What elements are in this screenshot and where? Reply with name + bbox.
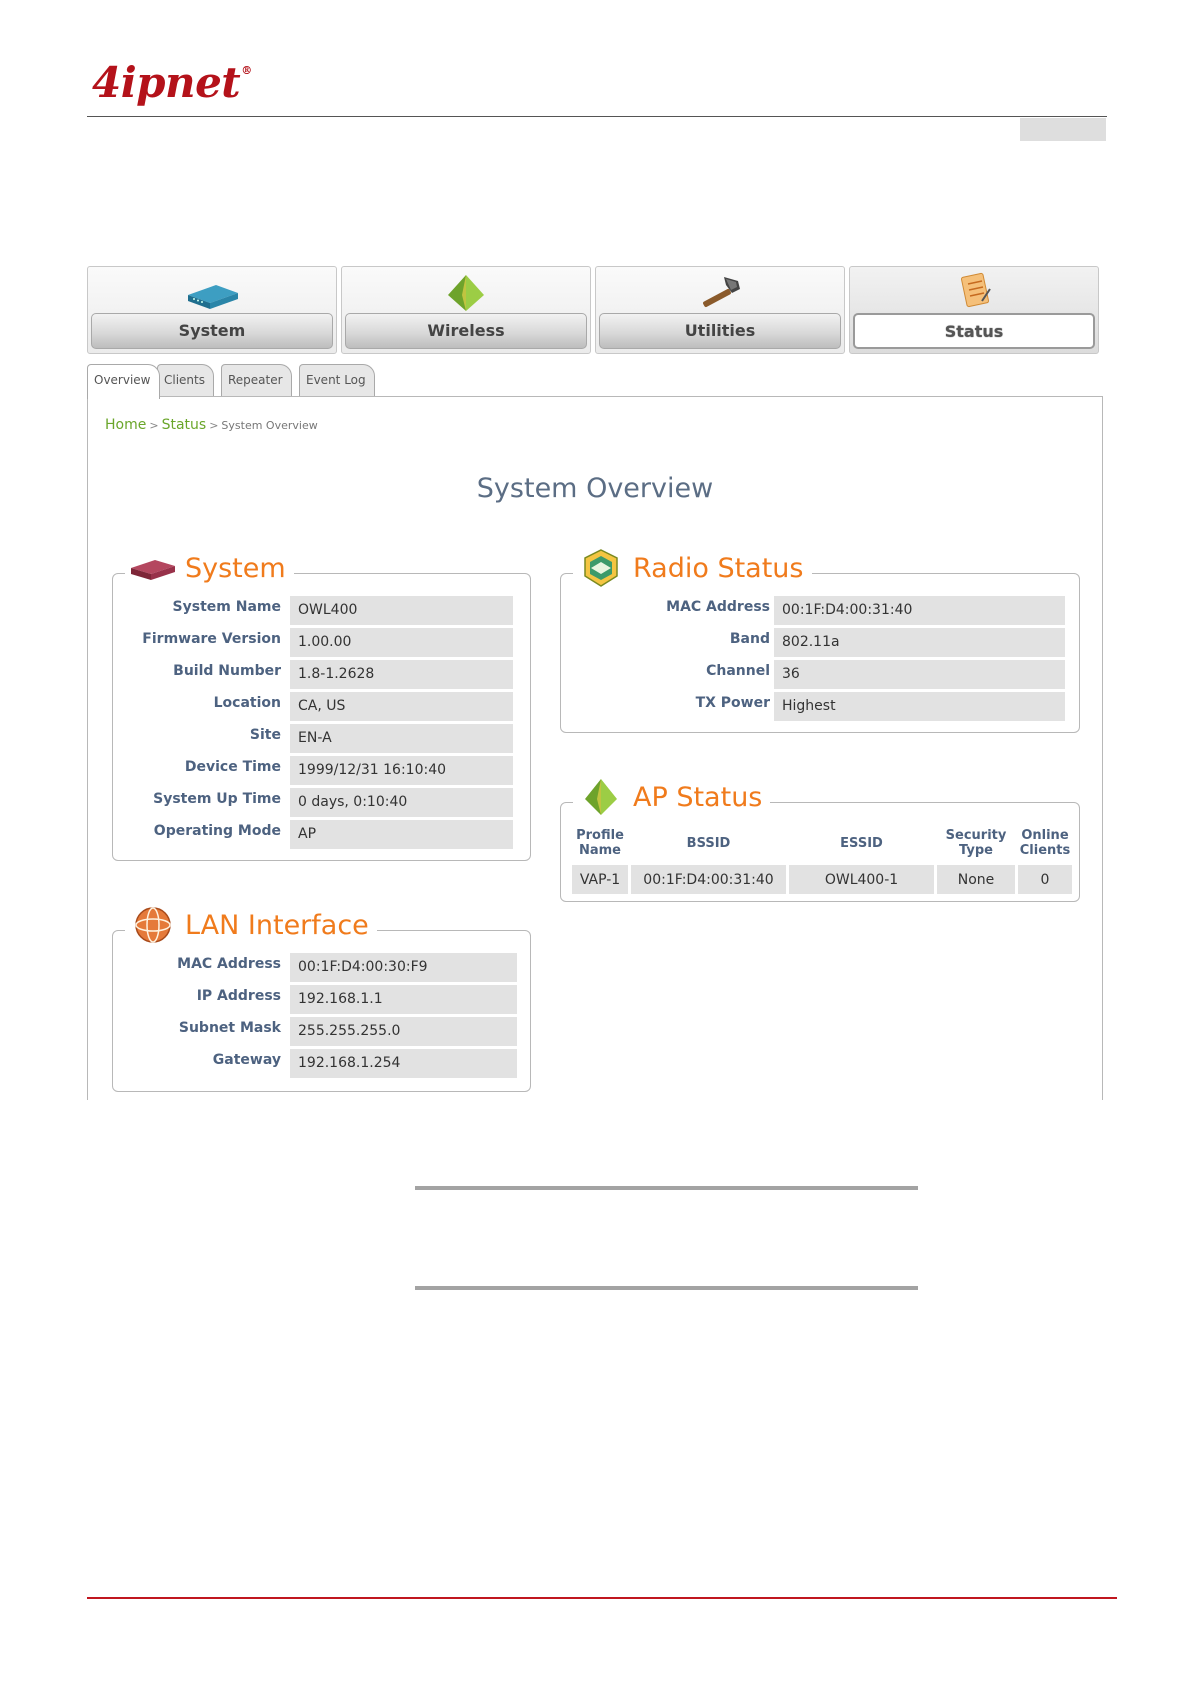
ap-table [569, 821, 1075, 897]
radio-row: Band 802.11a [561, 626, 1079, 658]
ap-cell-bssid: 00:1F:D4:00:31:40 [631, 865, 786, 894]
router-icon [182, 271, 242, 315]
nav-system-label: System [91, 313, 333, 349]
ap-cell-essid: OWL400-1 [789, 865, 934, 894]
ap-cell-clients: 0 [1018, 865, 1072, 894]
lan-row: MAC Address 00:1F:D4:00:30:F9 [113, 951, 530, 983]
system-legend-title: System [185, 552, 286, 584]
web-ui-screenshot [87, 266, 1103, 1100]
system-table [113, 594, 530, 850]
tab-repeater[interactable]: Repeater [221, 364, 292, 397]
pyramid-icon [577, 777, 625, 817]
table-row [572, 865, 1072, 894]
lan-fieldset [112, 909, 531, 1092]
nav-wireless-button[interactable] [341, 266, 591, 354]
nav-status-label: Status [853, 313, 1095, 349]
header-divider [87, 116, 1107, 117]
radio-table [561, 594, 1079, 722]
nav-status-button[interactable] [849, 266, 1099, 354]
globe-icon [129, 905, 177, 945]
system-row: Location CA, US [113, 690, 530, 722]
nav-utilities-button[interactable] [595, 266, 845, 354]
radio-row: TX Power Highest [561, 690, 1079, 722]
lan-row: Gateway 192.168.1.254 [113, 1047, 530, 1079]
ap-header-row [572, 824, 1072, 862]
ap-cell-security: None [937, 865, 1015, 894]
radio-row: MAC Address 00:1F:D4:00:31:40 [561, 594, 1079, 626]
breadcrumb-status-link[interactable]: Status [161, 417, 207, 433]
hammer-icon [690, 271, 750, 315]
radio-fieldset [560, 552, 1080, 733]
lan-legend-title: LAN Interface [185, 909, 369, 941]
system-legend [125, 548, 294, 588]
ap-col-online-clients: Online Clients [1019, 828, 1071, 858]
footer-divider [87, 1597, 1117, 1599]
lan-row: IP Address 192.168.1.1 [113, 983, 530, 1015]
caption-rule-top [415, 1186, 918, 1190]
brand-logo: 4ipnet® [92, 58, 252, 107]
device-icon [129, 548, 177, 588]
ap-legend [573, 777, 770, 817]
tab-clients[interactable]: Clients [157, 364, 214, 397]
radio-legend [573, 548, 812, 588]
ap-legend-title: AP Status [633, 781, 763, 813]
notepad-icon [944, 271, 1004, 315]
nav-wireless-label: Wireless [345, 313, 587, 349]
sub-tabs [87, 360, 1103, 396]
ap-cell-profile: VAP-1 [572, 865, 628, 894]
system-row: System Up Time 0 days, 0:10:40 [113, 786, 530, 818]
page-title: System Overview [476, 473, 714, 504]
radio-legend-title: Radio Status [633, 552, 804, 584]
tab-overview[interactable]: Overview [87, 364, 160, 399]
ap-col-security-type: Security Type [945, 828, 1007, 858]
lan-row: Subnet Mask 255.255.255.0 [113, 1015, 530, 1047]
tab-event-log[interactable]: Event Log [299, 364, 375, 397]
system-row: Operating Mode AP [113, 818, 530, 850]
ap-col-bssid: BSSID [686, 835, 731, 851]
caption-rule-bottom [415, 1286, 918, 1290]
nav-utilities-label: Utilities [599, 313, 841, 349]
nav-system-button[interactable] [87, 266, 337, 354]
content-panel [87, 396, 1103, 1100]
system-row: Site EN-A [113, 722, 530, 754]
breadcrumb-home-link[interactable]: Home [105, 417, 147, 433]
system-fieldset [112, 552, 531, 861]
system-row: Build Number 1.8-1.2628 [113, 658, 530, 690]
main-nav [87, 266, 1103, 356]
breadcrumb-current: System Overview [221, 419, 318, 432]
system-row: Device Time 1999/12/31 16:10:40 [113, 754, 530, 786]
pyramid-icon [436, 271, 496, 315]
page-number-box [1020, 118, 1106, 141]
system-row: Firmware Version 1.00.00 [113, 626, 530, 658]
ap-col-essid: ESSID [840, 835, 883, 851]
breadcrumb: Home > Status > System Overview [105, 417, 318, 433]
lan-table [113, 951, 530, 1079]
system-row: System Name OWL400 [113, 594, 530, 626]
ap-col-profile-name: Profile Name [576, 828, 624, 858]
ap-fieldset [560, 781, 1080, 902]
radio-row: Channel 36 [561, 658, 1079, 690]
radio-icon [577, 548, 625, 588]
lan-legend [125, 905, 377, 945]
